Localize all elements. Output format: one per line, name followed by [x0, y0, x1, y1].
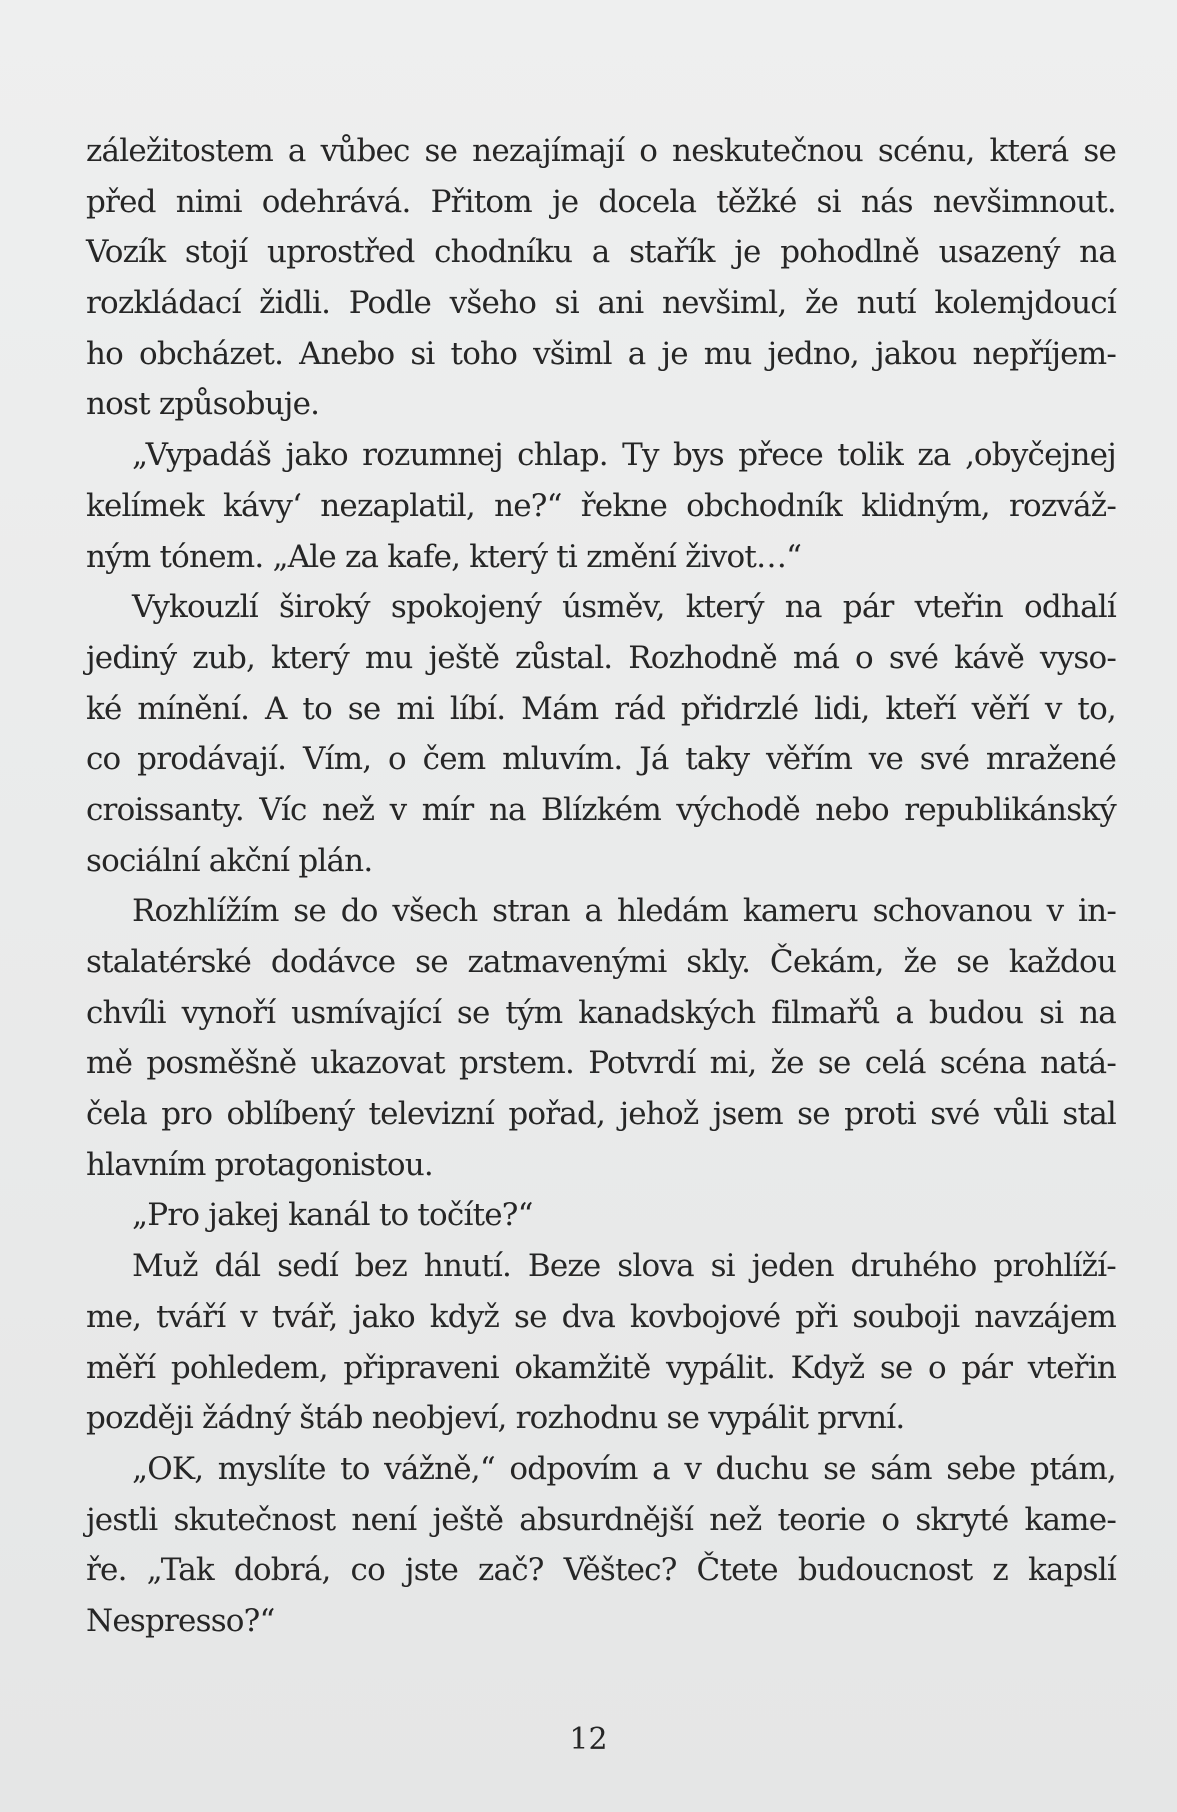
text-line: Muž dál sedí bez hnutí. Beze slova si jeden druhého prohlíží- [132, 1248, 1116, 1285]
text-line: nost způsobuje. [86, 386, 320, 423]
text-line: me, tváří v tvář, jako když se dva kovbojové při souboji navzájem [86, 1298, 1116, 1335]
paragraph [86, 1444, 1116, 1647]
page-number: 12 [569, 1722, 608, 1757]
paragraph [86, 582, 1116, 886]
text-line: ným tónem. „Ale za kafe, který ti změní život…“ [86, 538, 802, 575]
text-line: stalatérské dodávce se zatmavenými skly. Čekám, že se každou [86, 944, 1116, 980]
text-line: sociální akční plán. [86, 842, 373, 879]
paragraph [86, 126, 1116, 430]
text-line: mě posměšně ukazovat prstem. Potvrdí mi, že se celá scéna natá- [86, 1045, 1116, 1082]
text-line: „Pro jakej kanál to točíte?“ [132, 1197, 533, 1234]
text-line: Nespresso?“ [86, 1602, 275, 1639]
text-line: záležitostem a vůbec se nezajímají o neskutečnou scénu, která se [86, 133, 1116, 169]
text-line: „Vypadáš jako rozumnej chlap. Ty bys přece tolik za ‚obyčejnej [132, 437, 1116, 474]
paragraph [86, 1241, 1116, 1444]
text-line: později žádný štáb neobjeví, rozhodnu se vypálit první. [86, 1400, 905, 1437]
text-line: croissanty. Víc než v mír na Blízkém východě nebo republikánský [86, 791, 1116, 828]
text-line: hlavním protagonistou. [86, 1146, 433, 1183]
paragraph [86, 1190, 1116, 1241]
text-line: Vozík stojí uprostřed chodníku a stařík je pohodlně usazený na [86, 234, 1116, 271]
text-line: kelímek kávy‘ nezaplatil, ne?“ řekne obchodník klidným, rozváž- [86, 487, 1116, 524]
text-line: čela pro oblíbený televizní pořad, jehož jsem se proti své vůli stal [86, 1096, 1116, 1133]
text-line: jestli skutečnost není ještě absurdnější než teorie o skryté kame- [86, 1501, 1116, 1538]
text-line: ho obcházet. Anebo si toho všiml a je mu jedno, jakou nepříjem- [86, 335, 1116, 372]
text-line: ké mínění. A to se mi líbí. Mám rád přidrzlé lidi, kteří věří v to, [86, 690, 1116, 727]
text-line: před nimi odehrává. Přitom je docela těžké si nás nevšimnout. [86, 183, 1116, 220]
text-line: Rozhlížím se do všech stran a hledám kameru schovanou v in- [132, 893, 1116, 930]
text-line: rozkládací židli. Podle všeho si ani nevšiml, že nutí kolemjdoucí [86, 285, 1116, 322]
text-line: ře. „Tak dobrá, co jste zač? Věštec? Čtete budoucnost z kapslí [86, 1552, 1116, 1589]
text-line: „OK, myslíte to vážně,“ odpovím a v duchu se sám sebe ptám, [132, 1450, 1116, 1487]
text-line: Vykouzlí široký spokojený úsměv, který na pár vteřin odhalí [132, 589, 1116, 626]
text-line: chvíli vynoří usmívající se tým kanadských filmařů a budou si na [86, 994, 1116, 1031]
text-line: měří pohledem, připraveni okamžitě vypálit. Když se o pár vteřin [86, 1349, 1116, 1386]
text-line: jediný zub, který mu ještě zůstal. Rozhodně má o své kávě vyso- [86, 639, 1116, 676]
text-line: co prodávají. Vím, o čem mluvím. Já taky věřím ve své mražené [86, 741, 1116, 778]
paragraph [86, 430, 1116, 582]
paragraph [86, 886, 1116, 1190]
body-text [86, 126, 1116, 1647]
